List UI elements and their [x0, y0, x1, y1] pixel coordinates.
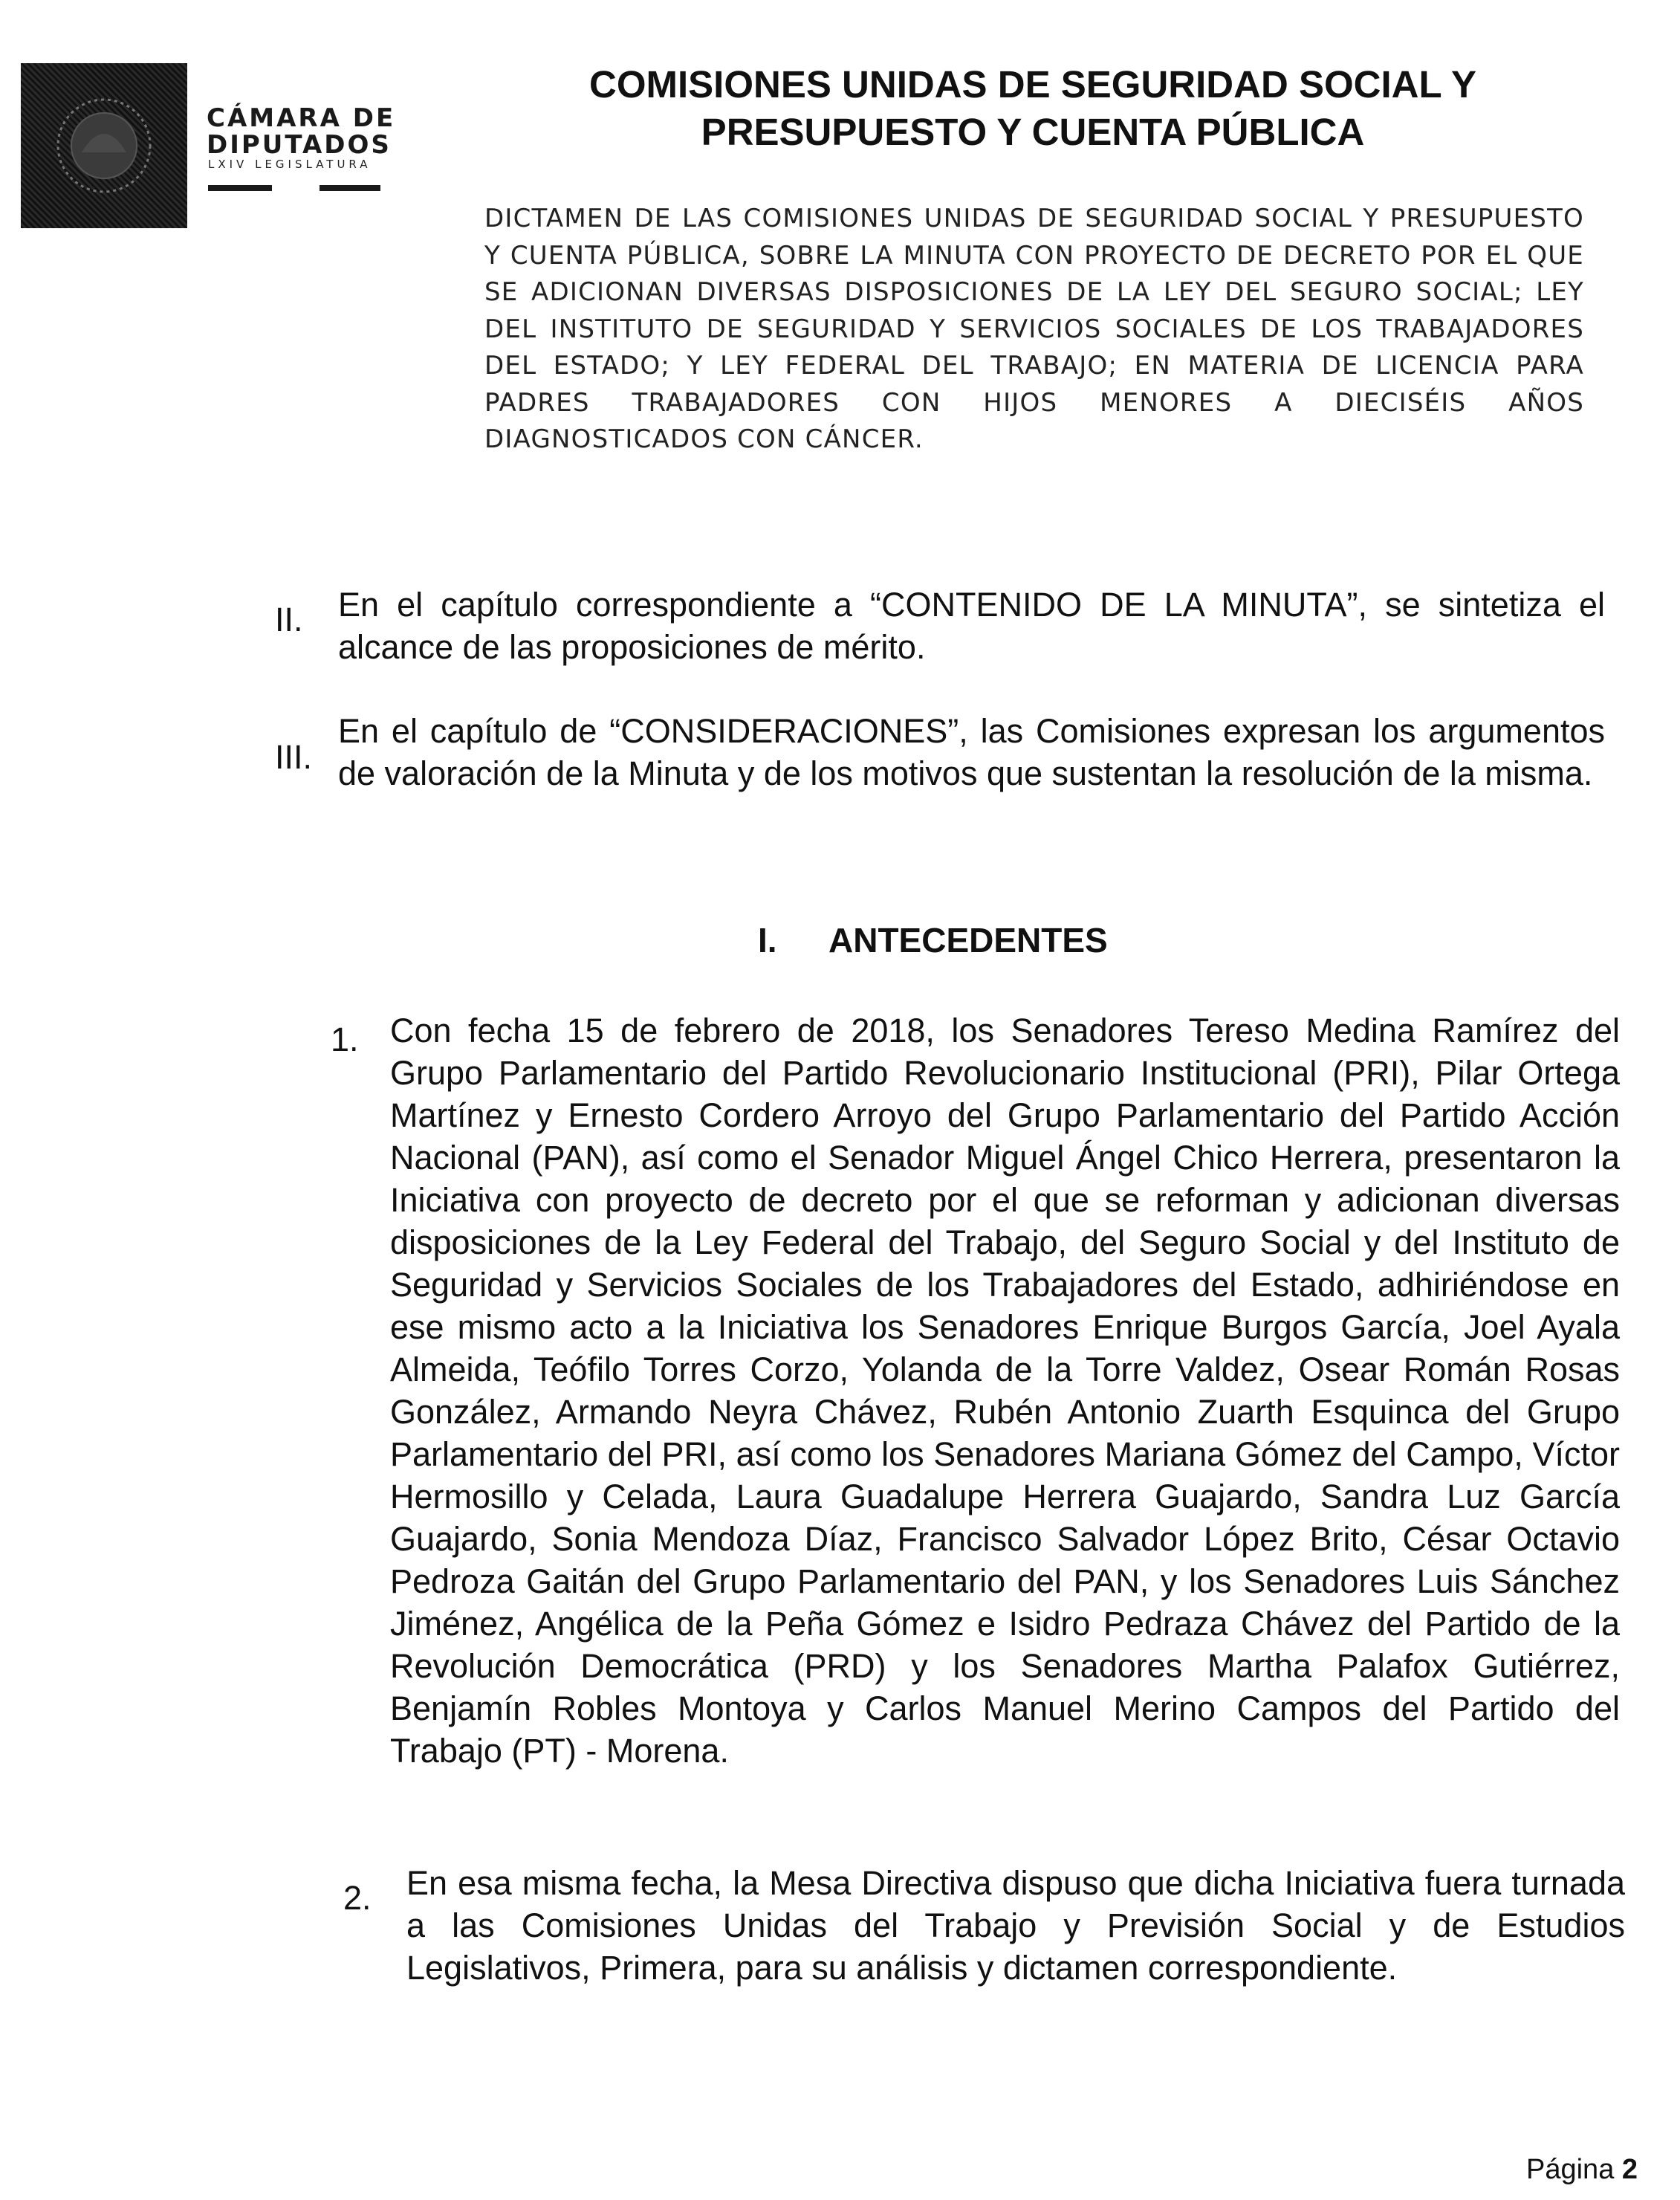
- intro-item-text: En el capítulo correspondiente a “CONTENIDO DE LA MINUTA”, se sintetiza el alcance de las proposiciones de mérito.: [338, 586, 1605, 666]
- chamber-seal-logo: [21, 63, 187, 228]
- antecedente-number: 1.: [331, 1020, 359, 1058]
- page-number: 2: [1621, 2154, 1638, 2185]
- logo-divider-left: [208, 185, 272, 191]
- section-title: ANTECEDENTES: [828, 921, 1108, 960]
- logo-divider-right: [320, 185, 380, 191]
- dictamen-title: DICTAMEN DE LAS COMISIONES UNIDAS DE SEGURIDAD SOCIAL Y PRESUPUESTO Y CUENTA PÚBLICA, SOBRE LA MINUTA CON PROYECTO DE DECRETO POR EL QUE SE ADICIONAN DIVERSAS DISPOSICIONES DE LA LEY DEL SEGURO SOCIAL; LEY DEL INSTITUTO DE SEGURIDAD Y SERVICIOS SOCIALES DE LOS TRABAJADORES DEL ESTADO; Y LEY FEDERAL DEL TRABAJO; EN MATERIA DE LICENCIA PARA PADRES TRABAJADORES CON HIJOS MENORES A DIECISÉIS AÑOS DIAGNOSTICADOS CON CÁNCER.: [484, 204, 1584, 454]
- section-heading: [758, 920, 1108, 960]
- page-label: Página: [1526, 2154, 1615, 2185]
- logo-text-diputados: DIPUTADOS: [207, 130, 392, 160]
- antecedente-text: En esa misma fecha, la Mesa Directiva dispuso que dicha Iniciativa fuera turnada a las Comisiones Unidas del Trabajo y Previsión Social y de Estudios Legislativos, Primera, para su análisis y dictamen correspondiente.: [406, 1864, 1625, 1987]
- intro-item-text: En el capítulo de “CONSIDERACIONES”, las Comisiones expresan los argumentos de valoración de la Minuta y de los motivos que sustentan la resolución de la misma.: [338, 712, 1605, 792]
- antecedente-number: 2.: [343, 1879, 372, 1917]
- antecedente-text: Con fecha 15 de febrero de 2018, los Senadores Tereso Medina Ramírez del Grupo Parlamentario del Partido Revolucionario Institucional (PRI), Pilar Ortega Martínez y Ernesto Cordero Arroyo del Grupo Parlamentario del Partido Acción Nacional (PAN), así como el Senador Miguel Ángel Chico Herrera, presentaron la Iniciativa con proyecto de decreto por el que se reforman y adicionan diversas disposiciones de la Ley Federal del Trabajo, del Seguro Social y del Instituto de Seguridad y Servicios Sociales de los Trabajadores del Estado, adhiriéndose en ese mismo acto a la Iniciativa los Senadores Enrique Burgos García, Joel Ayala Almeida, Teófilo Torres Corzo, Yolanda de la Torre Valdez, Osear Román Rosas González, Armando Neyra Chávez, Rubén Antonio Zuarth Esquinca del Grupo Parlamentario del PRI, así como los Senadores Mariana Gómez del Campo, Víctor Hermosillo y Celada, Laura Guadalupe Herrera Guajardo, Sandra Luz García Guajardo, Sonia Mendoza Díaz, Francisco Salvador López Brito, César Octavio Pedroza Gaitán del Grupo Parlamentario del PAN, y los Senadores Luis Sánchez Jiménez, Angélica de la Peña Gómez e Isidro Pedraza Chávez del Partido de la Revolución Democrática (PRD) y los Senadores Martha Palafox Gutiérrez, Benjamín Robles Montoya y Carlos Manuel Merino Campos del Partido del Trabajo (PT) - Morena.: [390, 1012, 1620, 1770]
- intro-item-numeral: II.: [275, 601, 303, 638]
- commission-title-line1: COMISIONES UNIDAS DE SEGURIDAD SOCIAL Y: [589, 63, 1476, 106]
- commission-title: [476, 61, 1590, 156]
- logo-text-legislatura: LXIV LEGISLATURA: [208, 158, 372, 171]
- seal-emblem-icon: [21, 63, 187, 228]
- commission-title-line2: PRESUPUESTO Y CUENTA PÚBLICA: [701, 111, 1365, 153]
- logo-text-camara: CÁMARA DE: [207, 103, 396, 133]
- intro-item-numeral: III.: [275, 738, 313, 776]
- page-number-footer: [1526, 2154, 1638, 2186]
- section-numeral: I.: [758, 921, 777, 960]
